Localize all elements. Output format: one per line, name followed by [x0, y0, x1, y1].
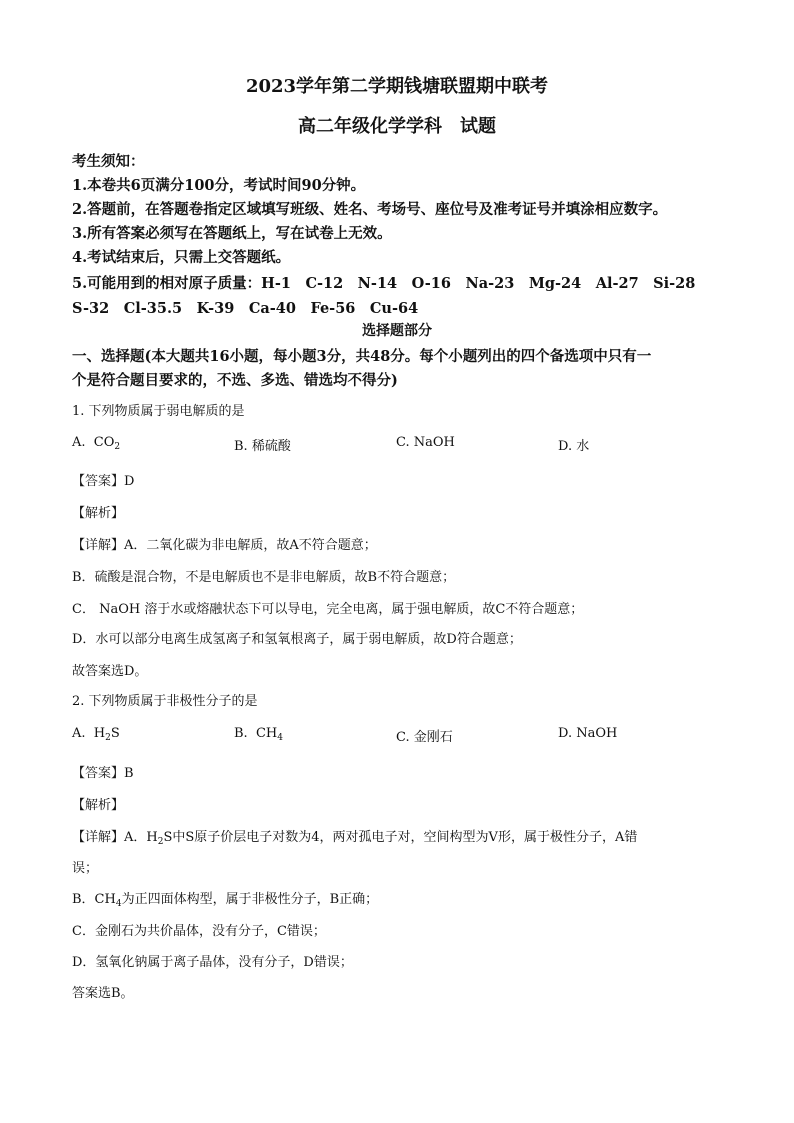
- q2-option-a-formula-s: S: [110, 726, 120, 741]
- q1-option-b: B. 稀硫酸: [234, 439, 291, 454]
- q1-answer: [72, 470, 134, 489]
- q2-detail-c: C．金刚石为共价晶体，没有分子，C错误；: [72, 924, 326, 939]
- q2-detail-b-prefix: B．CH: [72, 892, 116, 907]
- q2-detail-b-text: 为正四面体构型，属于非极性分子，B正确；: [121, 892, 379, 907]
- q1-answer-value: D: [124, 474, 135, 489]
- note-line-6: S-32 Cl-35.5 K-39 Ca-40 Fe-56 Cu-64: [72, 300, 419, 317]
- section-title: 选择题部分: [362, 323, 432, 339]
- q1-stem: 1. 下列物质属于弱电解质的是: [72, 404, 245, 419]
- q1-option-a: [72, 435, 120, 450]
- q2-option-a-formula-h: H: [93, 726, 106, 741]
- note-line-2: 2.答题前，在答题卷指定区域填写班级、姓名、考场号、座位号及准考证号并填涂相应数字。: [72, 201, 668, 218]
- q1-option-d: D. 水: [558, 439, 590, 454]
- q2-option-b: [234, 726, 283, 741]
- notes-heading: 考生须知：: [72, 153, 145, 170]
- q1-answer-tag: 【答案】: [72, 474, 125, 489]
- q1-detail-a: 【详解】A．二氧化碳为非电解质，故A不符合题意；: [72, 538, 377, 553]
- exam-subtitle: 高二年级化学学科 试题: [298, 116, 496, 137]
- q1-detail-d: D．水可以部分电离生成氢离子和氢氧根离子，属于弱电解质，故D符合题意；: [72, 632, 522, 647]
- q2-answer: [72, 762, 134, 781]
- q2-detail-a-line-1: [72, 826, 637, 845]
- q2-detail-d: D．氢氧化钠属于离子晶体，没有分子，D错误；: [72, 955, 353, 970]
- q2-option-b-label: B.: [234, 726, 248, 741]
- note-line-5: 5.可能用到的相对原子质量：H-1 C-12 N-14 O-16 Na-23 Mg-24 Al-27 Si-28: [72, 275, 696, 292]
- q2-detail-a-subscript: 2: [157, 837, 164, 847]
- q2-stem: 2. 下列物质属于非极性分子的是: [72, 694, 258, 709]
- q1-option-a-formula: CO: [93, 435, 115, 450]
- q2-detail-b: [72, 888, 378, 907]
- q1-option-a-subscript: 2: [114, 442, 121, 452]
- q2-option-a-subscript: 2: [105, 733, 111, 743]
- q2-option-b-formula: CH: [255, 726, 278, 741]
- q1-detail-c: C． NaOH 溶于水或熔融状态下可以导电，完全电离，属于强电解质，故C不符合题意；: [72, 602, 584, 617]
- note-line-3: 3.所有答案必须写在答题纸上，写在试卷上无效。: [72, 225, 392, 242]
- q2-detail-a-prefix: 【详解】A．H: [72, 830, 158, 845]
- q2-answer-tag: 【答案】: [72, 766, 125, 781]
- q2-option-d: D. NaOH: [558, 726, 618, 741]
- q2-analysis-tag: 【解析】: [72, 798, 125, 813]
- section-intro-2: 个是符合题目要求的，不选、多选、错选均不得分): [72, 372, 398, 389]
- section-intro-1: 一、选择题(本大题共16小题，每小题3分，共48分。每个小题列出的四个备选项中只有一: [72, 348, 652, 365]
- q1-option-c: C. NaOH: [396, 435, 455, 450]
- exam-title: 2023学年第二学期钱塘联盟期中联考: [245, 76, 549, 97]
- q2-detail-a-text: S中S原子价层电子对数为4，两对孤电子对，空间构型为V形，属于极性分子，A错: [163, 830, 638, 845]
- q2-option-b-subscript: 4: [277, 733, 283, 743]
- q2-option-a: [72, 726, 120, 741]
- q1-conclusion: 故答案选D。: [72, 664, 148, 679]
- q2-option-a-label: A.: [72, 726, 86, 741]
- q2-answer-value: B: [124, 766, 134, 781]
- q2-detail-b-subscript: 4: [115, 899, 122, 909]
- q1-analysis-tag: 【解析】: [72, 506, 125, 521]
- q2-conclusion: 答案选B。: [72, 986, 134, 1001]
- note-line-1: 1.本卷共6页满分100分，考试时间90分钟。: [72, 177, 366, 194]
- note-line-4: 4.考试结束后，只需上交答题纸。: [72, 249, 291, 266]
- q1-option-a-label: A.: [72, 435, 86, 450]
- q2-option-c: C. 金刚石: [396, 730, 453, 745]
- q2-detail-a-line-2: 误；: [72, 861, 99, 876]
- q1-detail-b: B．硫酸是混合物，不是电解质也不是非电解质，故B不符合题意；: [72, 570, 456, 585]
